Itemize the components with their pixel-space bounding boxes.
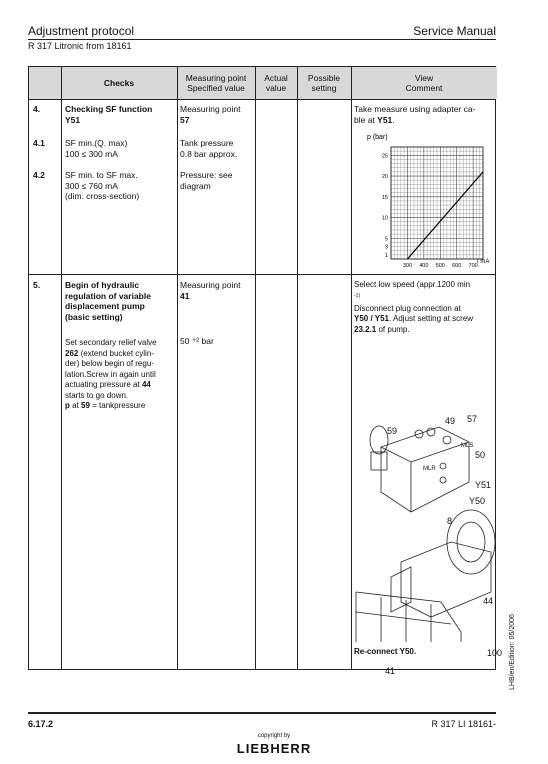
header-possible-l1: Possible xyxy=(307,73,341,83)
header-view xyxy=(351,67,497,99)
chart-y-tick: 15 xyxy=(381,194,388,201)
label-49: 49 xyxy=(445,416,456,426)
footer-rule xyxy=(28,712,496,714)
section5-spec: 50 ⁺² bar xyxy=(180,336,214,346)
section5-body-l3: der) below begin of regu- xyxy=(65,359,154,368)
header-possible-l2: setting xyxy=(311,83,337,93)
section4-title-l1: Checking SF function xyxy=(65,104,153,114)
section4-title-l2: Y51 xyxy=(65,114,81,125)
section5-title-l3: displacement pump xyxy=(65,301,145,311)
section5-body-l5b: 44 xyxy=(141,380,151,389)
section42-spec-l2: diagram xyxy=(180,180,211,191)
section5-body-l7: at xyxy=(69,401,82,410)
chart-y-tick: 25 xyxy=(381,153,388,160)
section5-body-l2b: 262 xyxy=(65,348,79,358)
section4-comment-bold: Y51 xyxy=(377,114,393,125)
chart-y-tick: 3 xyxy=(384,244,388,251)
section4-number: 4. xyxy=(33,104,41,114)
label-y51: Y51 xyxy=(475,480,492,490)
label-59: 59 xyxy=(387,426,398,436)
header-actual xyxy=(255,67,297,99)
section5-title xyxy=(65,280,151,322)
header-checks: Checks xyxy=(103,78,135,88)
illustration-part xyxy=(381,442,469,512)
label-41: 41 xyxy=(385,666,396,676)
section41-number: 4.1 xyxy=(33,138,45,148)
illustration-part xyxy=(356,592,461,642)
illustration-part xyxy=(370,426,388,454)
chart-y-tick: 10 xyxy=(381,215,388,222)
section41-spec xyxy=(180,138,237,159)
section5-measuring-point xyxy=(180,280,240,301)
label-y50: Y50 xyxy=(469,496,486,506)
section5-cm-l1sup: -1) xyxy=(354,292,361,299)
chart-y-tick: 20 xyxy=(381,174,388,181)
section5-title-l4: (basic setting) xyxy=(65,311,123,322)
header-measuring xyxy=(177,67,255,99)
chart-series-line xyxy=(407,172,483,259)
section42-spec xyxy=(180,170,232,191)
page-subtitle: R 317 Litronic from 18161 xyxy=(28,41,132,51)
section4-mp-l2: 57 xyxy=(180,114,190,125)
illustration-part xyxy=(447,510,495,574)
illustration-part xyxy=(371,452,387,470)
section5-cm-l4: of pump. xyxy=(376,324,410,334)
section42-l3: (dim. cross-section) xyxy=(65,191,140,201)
chart-x-tick: 700 xyxy=(468,263,478,269)
section5-cm-l1: Select low speed (appr.1200 min xyxy=(354,280,471,289)
chart-y-tick: 5 xyxy=(384,236,388,243)
header-rule xyxy=(28,39,496,40)
model-number: R 317 LI 18161- xyxy=(431,719,496,729)
section5-mp-l2: 41 xyxy=(180,290,190,301)
sf-pressure-chart xyxy=(351,127,497,273)
manual-name: Service Manual xyxy=(413,24,496,38)
illustration-part xyxy=(443,436,451,444)
section5-body-l7b: p xyxy=(65,401,70,410)
section5-instructions xyxy=(65,338,157,412)
section5-body-l5: actuating pressure at xyxy=(65,380,142,389)
section5-body-l7c: 59 xyxy=(81,401,90,410)
section5-body-l1: Set secondary relief valve xyxy=(65,338,157,347)
section42-text xyxy=(65,170,139,202)
section5-cm-l3: . Adjust setting at screw xyxy=(389,314,474,324)
header-possible xyxy=(297,67,351,99)
col-divider xyxy=(177,67,178,669)
section41-spec-l1: Tank pressure xyxy=(180,138,234,148)
chart-xlabel: I mA xyxy=(477,259,490,265)
section5-body-l6: starts to go down. xyxy=(65,390,129,400)
chart-x-tick: 400 xyxy=(419,263,429,269)
illustration-part xyxy=(440,477,446,483)
illustration-part xyxy=(457,522,485,562)
liebherr-logo: LIEBHERR xyxy=(236,741,312,756)
chart-ylabel: p (bar) xyxy=(367,134,388,141)
reconnect-note: Re-connect Y50. xyxy=(354,647,417,656)
section5-body-l4: lation.Screw in again until xyxy=(65,369,156,379)
illustration-part xyxy=(427,428,435,436)
section5-body-l7d: = tankpressure xyxy=(89,401,146,410)
section5-title-l2: regulation of variable xyxy=(65,290,151,301)
header-measuring-l2: Specified value xyxy=(187,83,245,93)
section4-comment-l1: Take measure using adapter ca- xyxy=(354,104,476,114)
section5-cm-l4b: 23.2.1 xyxy=(354,324,377,334)
col-divider xyxy=(61,67,62,669)
section5-comment xyxy=(354,280,496,335)
section4-comment-l2: ble at xyxy=(354,114,378,125)
chart-x-tick: 600 xyxy=(452,263,462,269)
col-divider xyxy=(255,67,256,669)
chart-y-tick: 1 xyxy=(384,252,388,259)
page-number: 6.17.2 xyxy=(28,719,54,729)
header-shade-num xyxy=(29,67,61,99)
header-view-l1: View xyxy=(414,73,434,83)
section4-comment xyxy=(354,104,475,125)
label-100: 100 xyxy=(487,648,503,658)
row-divider xyxy=(29,99,495,100)
copyright-text: copyright by xyxy=(257,733,291,739)
section42-l2: 300 ≤ 760 mA xyxy=(65,180,118,191)
section4-title xyxy=(65,104,152,125)
illustration-part xyxy=(356,612,451,624)
label-50: 50 xyxy=(475,450,486,460)
section42-number: 4.2 xyxy=(33,170,45,180)
label-44: 44 xyxy=(483,596,494,606)
section4-measuring-point xyxy=(180,104,240,125)
header-measuring-l1: Measuring point xyxy=(185,73,247,83)
section5-cm-l3b: Y50 / Y51 xyxy=(354,314,389,324)
section4-comment-end: . xyxy=(392,114,395,125)
header-actual-l2: value xyxy=(265,83,287,93)
section4-mp-l1: Measuring point xyxy=(180,104,241,114)
section5-number: 5. xyxy=(33,280,41,290)
header-view-l2: Comment xyxy=(405,83,443,93)
illustration-part xyxy=(440,463,446,469)
label-mls: MLS xyxy=(461,443,474,449)
section41-text xyxy=(65,138,127,159)
illustration-part xyxy=(401,542,494,617)
section5-cm-l2: Disconnect plug connection at xyxy=(354,303,461,313)
section5-mp-l1: Measuring point xyxy=(180,280,241,290)
row-divider xyxy=(29,274,495,275)
label-57: 57 xyxy=(467,414,478,424)
edition-note: LHB/en/Edition: 05/2006 xyxy=(509,614,516,690)
chart-x-tick: 500 xyxy=(435,263,445,269)
section5-body-l2: (extend bucket cylin- xyxy=(78,348,154,358)
header-actual-l1: Actual xyxy=(264,73,288,83)
section41-l2: 100 ≤ 300 mA xyxy=(65,148,118,159)
label-8: 8 xyxy=(447,516,453,526)
section42-l1: SF min. to SF max. xyxy=(65,170,138,180)
chart-x-tick: 300 xyxy=(402,263,413,269)
label-mlr: MLR xyxy=(423,466,436,472)
col-divider xyxy=(297,67,298,669)
section41-spec-l2: 0.8 bar approx. xyxy=(180,148,238,159)
section5-title-l1: Begin of hydraulic xyxy=(65,280,140,290)
section42-spec-l1: Pressure: see xyxy=(180,170,233,180)
section41-l1: SF min.(Q. max) xyxy=(65,138,128,148)
adjustment-table xyxy=(28,66,503,676)
page-title: Adjustment protocol xyxy=(28,24,135,38)
